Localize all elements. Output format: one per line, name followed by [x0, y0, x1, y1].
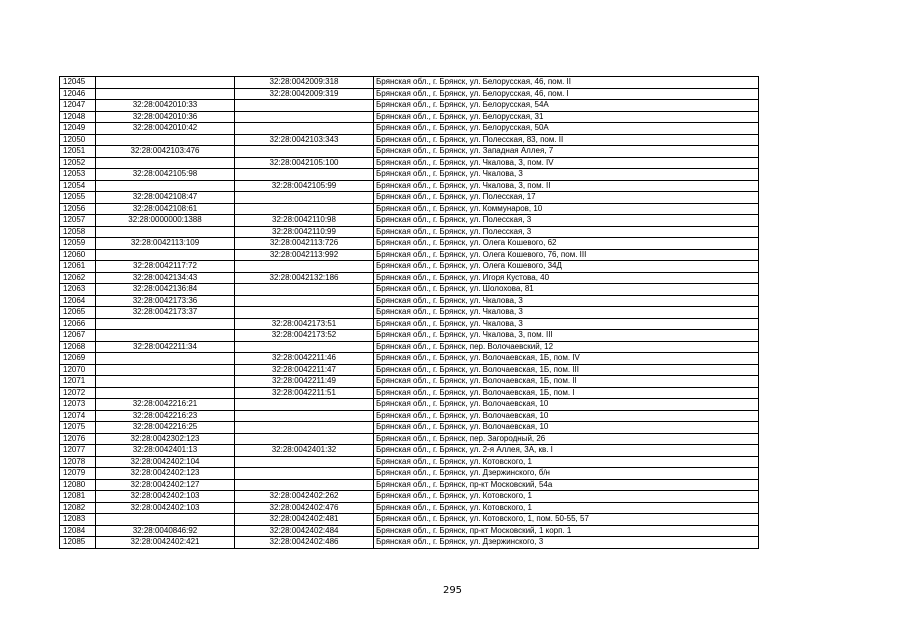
address-cell: Брянская обл., г. Брянск, ул. Дзержинского, б/н [374, 468, 759, 480]
building-cadastral-number-cell [235, 192, 374, 204]
table-row [60, 180, 759, 192]
table-row [60, 376, 759, 388]
building-cadastral-number-cell [235, 203, 374, 215]
address-cell: Брянская обл., г. Брянск, ул. Волочаевская, 1Б, пом. IV [374, 353, 759, 365]
table-row [60, 341, 759, 353]
land-cadastral-number-cell [96, 376, 235, 388]
table-row [60, 169, 759, 181]
table-row [60, 514, 759, 526]
table-row [60, 422, 759, 434]
table-row [60, 502, 759, 514]
row-number-cell: 12061 [60, 261, 96, 273]
building-cadastral-number-cell: 32:28:0042211:47 [235, 364, 374, 376]
land-cadastral-number-cell: 32:28:0040846:92 [96, 525, 235, 537]
address-cell: Брянская обл., г. Брянск, ул. Волочаевская, 10 [374, 410, 759, 422]
row-number-cell: 12074 [60, 410, 96, 422]
address-cell: Брянская обл., г. Брянск, ул. Полесская, 3 [374, 226, 759, 238]
land-cadastral-number-cell: 32:28:0042402:103 [96, 491, 235, 503]
land-cadastral-number-cell: 32:28:0042216:21 [96, 399, 235, 411]
building-cadastral-number-cell [235, 468, 374, 480]
row-number-cell: 12068 [60, 341, 96, 353]
building-cadastral-number-cell [235, 123, 374, 135]
building-cadastral-number-cell: 32:28:0042173:52 [235, 330, 374, 342]
row-number-cell: 12057 [60, 215, 96, 227]
land-cadastral-number-cell: 32:28:0042117:72 [96, 261, 235, 273]
address-cell: Брянская обл., г. Брянск, ул. Полесская, 3 [374, 215, 759, 227]
table-row [60, 146, 759, 158]
row-number-cell: 12078 [60, 456, 96, 468]
row-number-cell: 12054 [60, 180, 96, 192]
land-cadastral-number-cell: 32:28:0042103:476 [96, 146, 235, 158]
land-cadastral-number-cell [96, 134, 235, 146]
page-number: 295 [442, 585, 463, 596]
row-number-cell: 12063 [60, 284, 96, 296]
row-number-cell: 12071 [60, 376, 96, 388]
building-cadastral-number-cell: 32:28:0042402:481 [235, 514, 374, 526]
table-row [60, 468, 759, 480]
row-number-cell: 12083 [60, 514, 96, 526]
row-number-cell: 12072 [60, 387, 96, 399]
row-number-cell: 12073 [60, 399, 96, 411]
table-row [60, 295, 759, 307]
table-row [60, 261, 759, 273]
table-row [60, 238, 759, 250]
row-number-cell: 12064 [60, 295, 96, 307]
address-cell: Брянская обл., г. Брянск, пер. Волочаевский, 12 [374, 341, 759, 353]
building-cadastral-number-cell: 32:28:0042009:319 [235, 88, 374, 100]
address-cell: Брянская обл., г. Брянск, ул. Волочаевская, 10 [374, 399, 759, 411]
building-cadastral-number-cell [235, 410, 374, 422]
land-cadastral-number-cell [96, 249, 235, 261]
row-number-cell: 12047 [60, 100, 96, 112]
land-cadastral-number-cell: 32:28:0042173:36 [96, 295, 235, 307]
row-number-cell: 12085 [60, 537, 96, 549]
address-cell: Брянская обл., г. Брянск, ул. Белорусская, 46, пом. I [374, 88, 759, 100]
address-cell: Брянская обл., г. Брянск, ул. Дзержинского, 3 [374, 537, 759, 549]
address-cell: Брянская обл., г. Брянск, ул. Белорусская, 54А [374, 100, 759, 112]
building-cadastral-number-cell [235, 422, 374, 434]
address-cell: Брянская обл., г. Брянск, ул. Волочаевская, 1Б, пом. III [374, 364, 759, 376]
land-cadastral-number-cell: 32:28:0042113:109 [96, 238, 235, 250]
land-cadastral-number-cell: 32:28:0042401:13 [96, 445, 235, 457]
building-cadastral-number-cell: 32:28:0042110:98 [235, 215, 374, 227]
address-cell: Брянская обл., г. Брянск, ул. Белорусская, 31 [374, 111, 759, 123]
building-cadastral-number-cell: 32:28:0042113:992 [235, 249, 374, 261]
row-number-cell: 12062 [60, 272, 96, 284]
land-cadastral-number-cell: 32:28:0042108:61 [96, 203, 235, 215]
land-cadastral-number-cell [96, 514, 235, 526]
row-number-cell: 12075 [60, 422, 96, 434]
address-cell: Брянская обл., г. Брянск, ул. Олега Кошевого, 34Д [374, 261, 759, 273]
address-cell: Брянская обл., г. Брянск, ул. Чкалова, 3 [374, 169, 759, 181]
table-row [60, 203, 759, 215]
row-number-cell: 12056 [60, 203, 96, 215]
address-cell: Брянская обл., г. Брянск, ул. Полесская, 17 [374, 192, 759, 204]
land-cadastral-number-cell: 32:28:0042402:123 [96, 468, 235, 480]
land-cadastral-number-cell: 32:28:0042136:84 [96, 284, 235, 296]
row-number-cell: 12067 [60, 330, 96, 342]
row-number-cell: 12045 [60, 77, 96, 89]
address-cell: Брянская обл., г. Брянск, ул. Котовского, 1 [374, 456, 759, 468]
address-cell: Брянская обл., г. Брянск, ул. Чкалова, 3, пом. II [374, 180, 759, 192]
table-row [60, 157, 759, 169]
row-number-cell: 12053 [60, 169, 96, 181]
row-number-cell: 12050 [60, 134, 96, 146]
address-cell: Брянская обл., г. Брянск, ул. Волочаевская, 1Б, пом. II [374, 376, 759, 388]
land-cadastral-number-cell: 32:28:0042302:123 [96, 433, 235, 445]
building-cadastral-number-cell: 32:28:0042402:476 [235, 502, 374, 514]
building-cadastral-number-cell [235, 111, 374, 123]
table-row [60, 410, 759, 422]
building-cadastral-number-cell: 32:28:0042105:100 [235, 157, 374, 169]
building-cadastral-number-cell: 32:28:0042132:186 [235, 272, 374, 284]
row-number-cell: 12048 [60, 111, 96, 123]
building-cadastral-number-cell: 32:28:0042401:32 [235, 445, 374, 457]
land-cadastral-number-cell [96, 353, 235, 365]
land-cadastral-number-cell: 32:28:0042010:36 [96, 111, 235, 123]
registry-table-body [60, 77, 759, 549]
address-cell: Брянская обл., г. Брянск, ул. Волочаевская, 1Б, пом. I [374, 387, 759, 399]
row-number-cell: 12069 [60, 353, 96, 365]
land-cadastral-number-cell [96, 157, 235, 169]
table-row [60, 364, 759, 376]
row-number-cell: 12077 [60, 445, 96, 457]
row-number-cell: 12066 [60, 318, 96, 330]
land-cadastral-number-cell: 32:28:0042402:127 [96, 479, 235, 491]
building-cadastral-number-cell: 32:28:0042103:343 [235, 134, 374, 146]
address-cell: Брянская обл., г. Брянск, ул. Полесская, 83, пом. II [374, 134, 759, 146]
table-row [60, 525, 759, 537]
land-cadastral-number-cell: 32:28:0042105:98 [96, 169, 235, 181]
building-cadastral-number-cell: 32:28:0042211:46 [235, 353, 374, 365]
land-cadastral-number-cell [96, 318, 235, 330]
address-cell: Брянская обл., г. Брянск, ул. Белорусская, 50А [374, 123, 759, 135]
address-cell: Брянская обл., г. Брянск, ул. Чкалова, 3 [374, 295, 759, 307]
land-cadastral-number-cell: 32:28:0042216:25 [96, 422, 235, 434]
building-cadastral-number-cell [235, 100, 374, 112]
land-cadastral-number-cell [96, 364, 235, 376]
row-number-cell: 12079 [60, 468, 96, 480]
table-row [60, 123, 759, 135]
registry-table [59, 76, 759, 549]
building-cadastral-number-cell [235, 479, 374, 491]
land-cadastral-number-cell [96, 330, 235, 342]
address-cell: Брянская обл., г. Брянск, ул. Коммунаров, 10 [374, 203, 759, 215]
land-cadastral-number-cell [96, 77, 235, 89]
address-cell: Брянская обл., г. Брянск, ул. Олега Кошевого, 62 [374, 238, 759, 250]
building-cadastral-number-cell [235, 456, 374, 468]
row-number-cell: 12084 [60, 525, 96, 537]
building-cadastral-number-cell [235, 433, 374, 445]
table-row [60, 88, 759, 100]
building-cadastral-number-cell [235, 307, 374, 319]
address-cell: Брянская обл., г. Брянск, ул. Волочаевская, 10 [374, 422, 759, 434]
table-row [60, 134, 759, 146]
building-cadastral-number-cell [235, 169, 374, 181]
table-row [60, 249, 759, 261]
address-cell: Брянская обл., г. Брянск, пр-кт Московский, 1 корп. 1 [374, 525, 759, 537]
building-cadastral-number-cell [235, 341, 374, 353]
row-number-cell: 12076 [60, 433, 96, 445]
building-cadastral-number-cell [235, 399, 374, 411]
land-cadastral-number-cell: 32:28:0042010:33 [96, 100, 235, 112]
address-cell: Брянская обл., г. Брянск, ул. Чкалова, 3 [374, 318, 759, 330]
row-number-cell: 12052 [60, 157, 96, 169]
row-number-cell: 12081 [60, 491, 96, 503]
building-cadastral-number-cell: 32:28:0042173:51 [235, 318, 374, 330]
row-number-cell: 12058 [60, 226, 96, 238]
building-cadastral-number-cell: 32:28:0042402:486 [235, 537, 374, 549]
table-row [60, 433, 759, 445]
land-cadastral-number-cell: 32:28:0042010:42 [96, 123, 235, 135]
row-number-cell: 12046 [60, 88, 96, 100]
table-row [60, 307, 759, 319]
land-cadastral-number-cell: 32:28:0042108:47 [96, 192, 235, 204]
address-cell: Брянская обл., г. Брянск, пер. Загородный, 26 [374, 433, 759, 445]
land-cadastral-number-cell [96, 180, 235, 192]
land-cadastral-number-cell: 32:28:0042402:103 [96, 502, 235, 514]
building-cadastral-number-cell: 32:28:0042211:51 [235, 387, 374, 399]
land-cadastral-number-cell: 32:28:0042173:37 [96, 307, 235, 319]
land-cadastral-number-cell: 32:28:0000000:1388 [96, 215, 235, 227]
building-cadastral-number-cell: 32:28:0042009:318 [235, 77, 374, 89]
table-row [60, 445, 759, 457]
building-cadastral-number-cell [235, 284, 374, 296]
row-number-cell: 12060 [60, 249, 96, 261]
row-number-cell: 12059 [60, 238, 96, 250]
table-row [60, 479, 759, 491]
row-number-cell: 12051 [60, 146, 96, 158]
table-row [60, 284, 759, 296]
address-cell: Брянская обл., г. Брянск, ул. Котовского, 1, пом. 50-55, 57 [374, 514, 759, 526]
table-row [60, 192, 759, 204]
land-cadastral-number-cell: 32:28:0042402:421 [96, 537, 235, 549]
row-number-cell: 12049 [60, 123, 96, 135]
land-cadastral-number-cell [96, 226, 235, 238]
land-cadastral-number-cell: 32:28:0042216:23 [96, 410, 235, 422]
table-row [60, 399, 759, 411]
table-row [60, 77, 759, 89]
land-cadastral-number-cell [96, 88, 235, 100]
table-row [60, 111, 759, 123]
building-cadastral-number-cell: 32:28:0042211:49 [235, 376, 374, 388]
address-cell: Брянская обл., г. Брянск, ул. Игоря Кустова, 40 [374, 272, 759, 284]
land-cadastral-number-cell: 32:28:0042134:43 [96, 272, 235, 284]
address-cell: Брянская обл., г. Брянск, ул. Котовского, 1 [374, 491, 759, 503]
address-cell: Брянская обл., г. Брянск, пр-кт Московский, 54а [374, 479, 759, 491]
table-row [60, 330, 759, 342]
land-cadastral-number-cell: 32:28:0042211:34 [96, 341, 235, 353]
table-row [60, 100, 759, 112]
table-row [60, 272, 759, 284]
table-row [60, 491, 759, 503]
address-cell: Брянская обл., г. Брянск, ул. Западная Аллея, 7 [374, 146, 759, 158]
row-number-cell: 12055 [60, 192, 96, 204]
address-cell: Брянская обл., г. Брянск, ул. Чкалова, 3, пом. IV [374, 157, 759, 169]
land-cadastral-number-cell [96, 387, 235, 399]
row-number-cell: 12070 [60, 364, 96, 376]
address-cell: Брянская обл., г. Брянск, ул. Белорусская, 46, пом. II [374, 77, 759, 89]
table-row [60, 537, 759, 549]
land-cadastral-number-cell: 32:28:0042402:104 [96, 456, 235, 468]
table-row [60, 215, 759, 227]
building-cadastral-number-cell: 32:28:0042113:726 [235, 238, 374, 250]
building-cadastral-number-cell [235, 261, 374, 273]
row-number-cell: 12065 [60, 307, 96, 319]
address-cell: Брянская обл., г. Брянск, ул. Чкалова, 3 [374, 307, 759, 319]
table-row [60, 318, 759, 330]
table-row [60, 353, 759, 365]
building-cadastral-number-cell [235, 295, 374, 307]
address-cell: Брянская обл., г. Брянск, ул. Шолохова, 81 [374, 284, 759, 296]
building-cadastral-number-cell: 32:28:0042105:99 [235, 180, 374, 192]
address-cell: Брянская обл., г. Брянск, ул. Чкалова, 3, пом. III [374, 330, 759, 342]
building-cadastral-number-cell [235, 146, 374, 158]
building-cadastral-number-cell: 32:28:0042402:484 [235, 525, 374, 537]
address-cell: Брянская обл., г. Брянск, ул. Олега Кошевого, 76, пом. III [374, 249, 759, 261]
table-row [60, 456, 759, 468]
row-number-cell: 12082 [60, 502, 96, 514]
table-row [60, 387, 759, 399]
building-cadastral-number-cell: 32:28:0042110:99 [235, 226, 374, 238]
building-cadastral-number-cell: 32:28:0042402:262 [235, 491, 374, 503]
address-cell: Брянская обл., г. Брянск, ул. 2-я Аллея, 3А, кв. I [374, 445, 759, 457]
address-cell: Брянская обл., г. Брянск, ул. Котовского, 1 [374, 502, 759, 514]
row-number-cell: 12080 [60, 479, 96, 491]
table-row [60, 226, 759, 238]
